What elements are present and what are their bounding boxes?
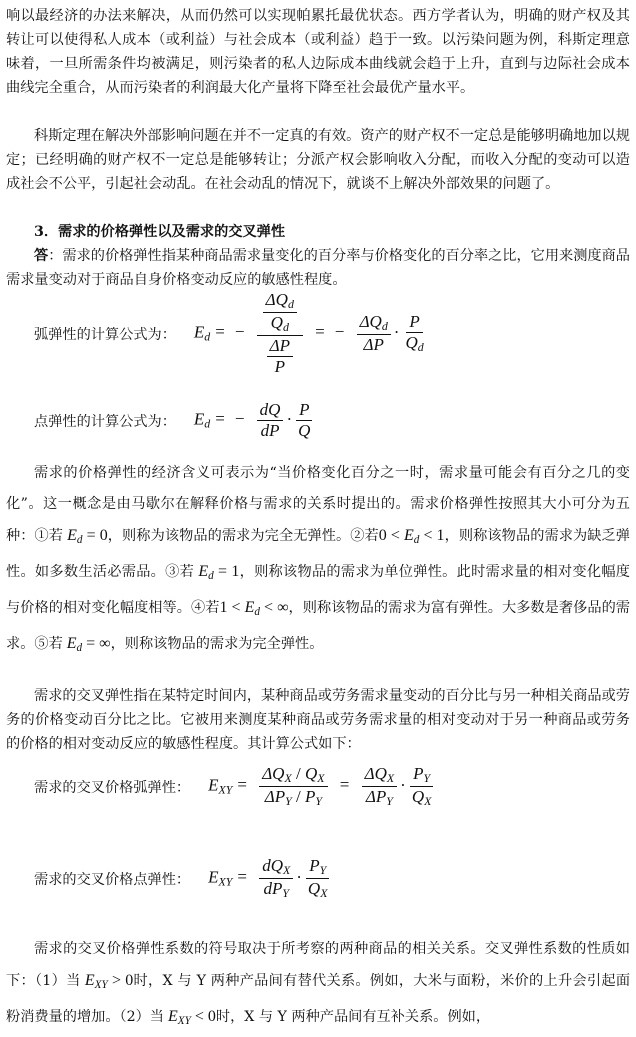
- point-formula-expression: $E_d$ = − $\frac{dQ}{dP}$ · $\frac{P}{Q}$: [194, 400, 317, 441]
- answer-lead: 答: [34, 248, 49, 264]
- paragraph-cross-sign: 需求的交叉价格弹性系数的符号取决于所考察的两种商品的相关关系。交叉弹性系数的性质如下：（1）当 $E_{XY} > 0$时，X 与 Y 两种产品间有替代关系。例如，大米与面粉，米价的上升会引起面粉消费量的增加。（2）当 $E_{XY} < 0$时，X 与 Y 两种产品间有互补关系。例如，: [6, 941, 631, 1027]
- arc-elasticity-formula: [34, 290, 430, 377]
- inline-math-cond4: $1 < E_d$ < ∞: [219, 599, 289, 618]
- answer-body: ：需求的价格弹性指某种商品需求量变化的百分率与价格变化的百分率之比，它用来测度商品需求量变动对于商品自身价格变动反应的敏感性程度。: [6, 248, 630, 288]
- arc-formula-label: 弧弹性的计算公式为：: [34, 326, 176, 343]
- point-elasticity-formula: [34, 400, 316, 441]
- point-formula-label: 点弹性的计算公式为：: [34, 413, 176, 430]
- inline-math-gt0: $E_{XY} > 0$: [84, 972, 134, 991]
- cross-point-formula: [34, 856, 333, 901]
- paragraph-cross-elasticity: 需求的交叉弹性指在某特定时间内，某种商品或劳务需求量变动的百分比与另一种相关商品或劳务的价格变动百分比之比。它被用来测度某种商品或劳务需求量的相对变动对于另一种商品或劳务的价格的相对变动反应的敏感性程度。其计算公式如下：: [6, 688, 630, 752]
- inline-math-cond3: $E_d = 1$: [198, 563, 240, 582]
- cross-arc-formula: [34, 764, 437, 809]
- section-heading: 3．需求的价格弹性以及需求的交叉弹性: [34, 224, 286, 240]
- cross-arc-expression: $E_{XY}$ = $\frac{\Delta Q_X / Q_X}{\Delta P_Y / P_Y}$ = $\frac{\Delta Q_X}{\Delta P_Y}$ · $\frac{P_Y}{Q_X}$: [208, 764, 432, 808]
- paragraph-coase-limits: 科斯定理在解决外部影响问题在并不一定真的有效。资产的财产权不一定总是能够明确地加以规定；已经明确的财产权不一定总是能够转让；分派产权会影响收入分配，而收入分配的变动可以造成社会不公平，引起社会动乱。在社会动乱的情况下，就谈不上解决外部效果的问题了。: [6, 128, 630, 192]
- inline-math-cond2: $0 < E_d < 1$: [378, 527, 445, 546]
- inline-math-lt0: $E_{XY} < 0$: [168, 1008, 216, 1027]
- paragraph-coase-continuation: 响以最经济的办法来解决，从而仍然可以实现帕累托最优状态。西方学者认为，明确的财产权及其转让可以使得私人成本（或利益）与社会成本（或利益）趋于一致。以污染问题为例，科斯定理意味着，一旦所需条件均被满足，则污染者的私人边际成本曲线就会趋于上升，直到与边际社会成本曲线完全重合，从而污染者的利润最大化产量将下降至社会最优产量水平。: [6, 8, 630, 96]
- cross-point-label: 需求的交叉价格点弹性：: [34, 871, 191, 888]
- cross-point-expression: $E_{XY}$ = $\frac{dQ_X}{dP_Y}$ · $\frac{P_Y}{Q_X}$: [208, 856, 328, 900]
- inline-math-cond1: $E_d = 0$: [67, 527, 108, 546]
- arc-compound-fraction: $\frac{\frac{\Delta Q_d}{Q_d}}{\frac{\Delta P}{P}}$: [257, 290, 303, 377]
- arc-formula-expression: $E_d$ = − $\frac{\frac{\Delta Q_d}{Q_d}}{\frac{\Delta P}{P}}$ = − $\frac{\Delta Q_d}{\Delta P}$ · $\frac{P}{Q_d}$: [193, 290, 424, 376]
- inline-math-cond5: $E_d$ = ∞: [66, 635, 111, 654]
- paragraph-elasticity-types: 需求的价格弹性的经济含义可表示为“当价格变化百分之一时，需求量可能会有百分之几的变化”。这一概念是由马歇尔在解释价格与需求的关系时提出的。需求价格弹性按照其大小可分为五种：①若 $E_d = 0$，则称为该物品的需求为完全无弹性。②若$0 < E_d < 1$，则称该物品的需求为缺乏弹性。如多数生活必需品。③若 $E_d = 1$，则称该物品的需求为单位弹性。此时需求量的相对变化幅度与价格的相对变化幅度相等。④若$1 < E_d$ < ∞，则称该物品的需求为富有弹性。大多数是奢侈品的需求。⑤若 $E_d$ = ∞，则称该物品的需求为完全弹性。: [6, 465, 630, 654]
- cross-arc-label: 需求的交叉价格弧弹性：: [34, 779, 191, 796]
- paragraph-answer: [6, 244, 630, 292]
